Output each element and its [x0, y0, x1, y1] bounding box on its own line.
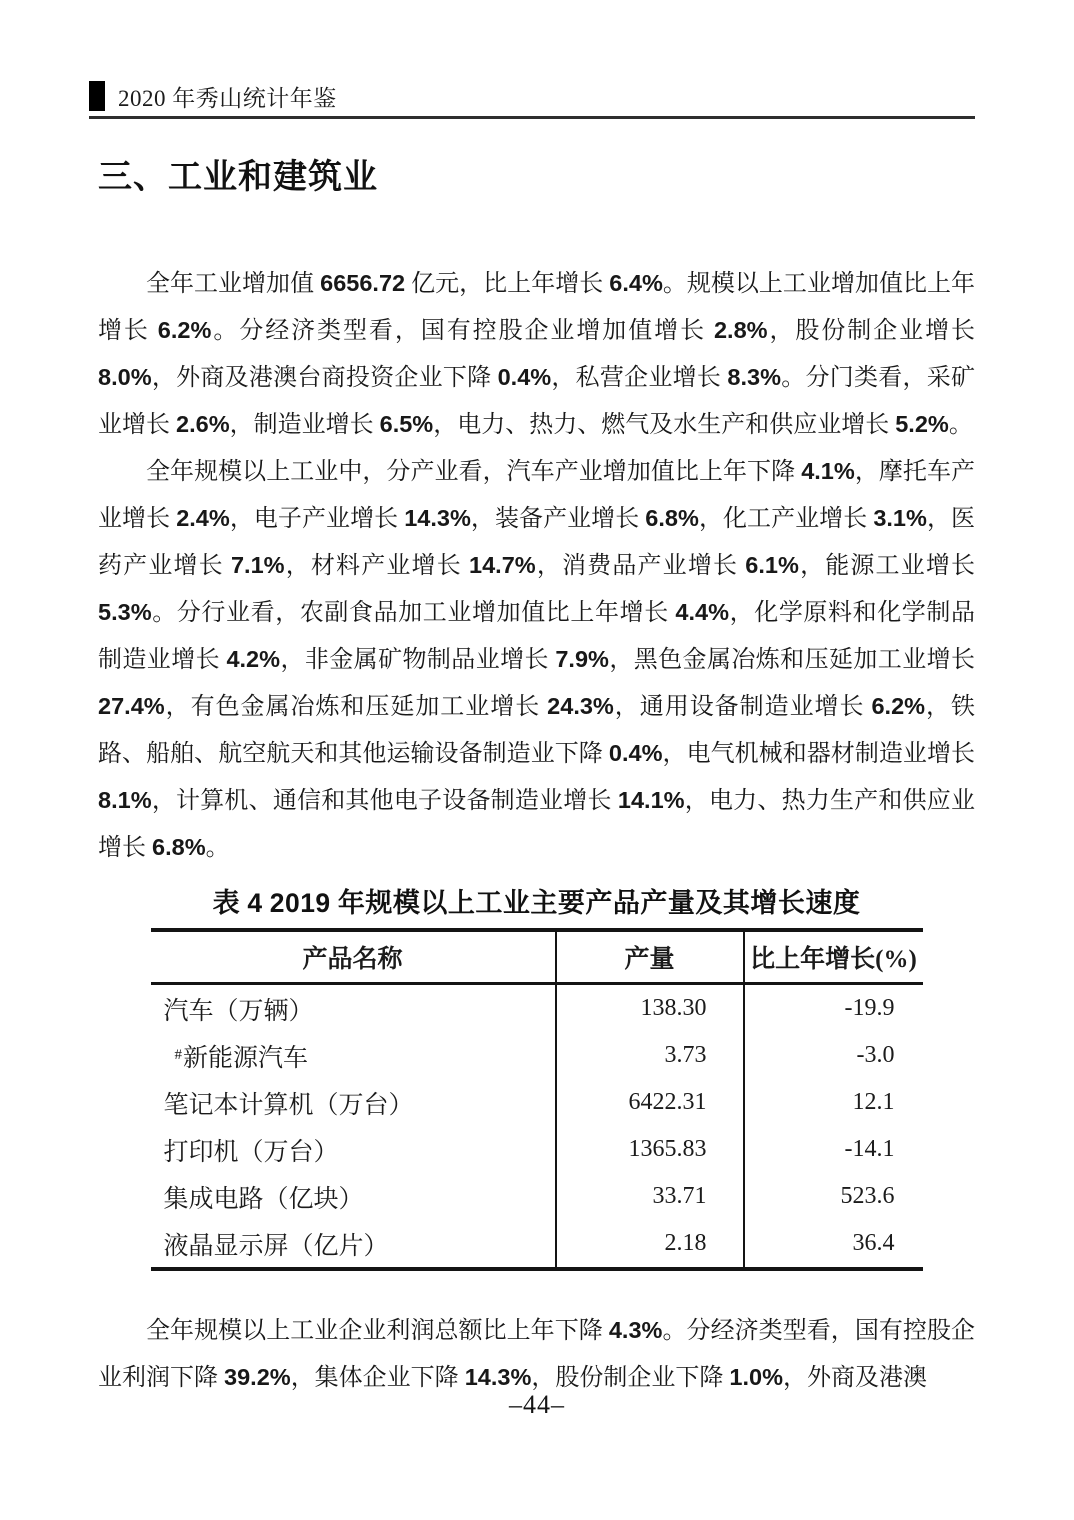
product-growth: 36.4 — [744, 1220, 923, 1269]
product-name — [151, 1032, 556, 1079]
product-output: 6422.31 — [556, 1079, 744, 1126]
product-growth: -3.0 — [744, 1032, 923, 1079]
table-row-laptops — [151, 1079, 923, 1126]
header-rule — [89, 116, 975, 119]
page-footer — [0, 1390, 1074, 1420]
table-row-new-energy-vehicles — [151, 1032, 923, 1079]
table-caption: 表 4 2019 年规模以上工业主要产品产量及其增长速度 — [212, 888, 861, 918]
table-row-lcd-screens — [151, 1220, 923, 1269]
product-name: 汽车（万辆） — [163, 997, 314, 1025]
table-header-row — [151, 930, 923, 984]
product-output: 1365.83 — [556, 1126, 744, 1173]
column-header-product-name: 产品名称 — [151, 930, 556, 984]
table-row-automobiles — [151, 984, 923, 1033]
product-growth: -19.9 — [744, 984, 923, 1033]
products-output-table — [151, 928, 923, 1271]
table-row-integrated-circuits — [151, 1173, 923, 1220]
header-square-marker — [89, 81, 105, 111]
table-row-printers — [151, 1126, 923, 1173]
product-output: 3.73 — [556, 1032, 744, 1079]
section-title: 三、工业和建筑业 — [98, 158, 378, 196]
product-growth: 12.1 — [744, 1079, 923, 1126]
product-name: 笔记本计算机（万台） — [163, 1091, 414, 1119]
page-number: –44– — [509, 1390, 565, 1419]
paragraph-industry-detail: 全年规模以上工业中，分产业看，汽车产业增加值比上年下降 4.1%，摩托车产业增长 2.4%，电子产业增长 14.3%，装备产业增长 6.8%，化工产业增长 3.1%，医药产业增长 7.1%，材料产业增长 14.7%，消费品产业增长 6.1%，能源工业增长 5.3%。分行业看，农副食品加工业增加值比上年增长 4.4%，化学原料和化学制品制造业增长 4.2%，非金属矿物制品业增长 7.9%，黑色金属冶炼和压延加工业增长 27.4%，有色金属冶炼和压延加工业增长 24.3%，通用设备制造业增长 6.2%，铁路、船舶、航空航天和其他运输设备制造业下降 0.4%，电气机械和器材制造业增长 8.1%，计算机、通信和其他电子设备制造业增长 14.1%，电力、热力生产和供应业增长 6.8%。 — [98, 458, 976, 861]
product-name-text: 新能源汽车 — [183, 1044, 309, 1072]
product-growth: -14.1 — [744, 1126, 923, 1173]
product-output: 138.30 — [556, 984, 744, 1033]
page-header — [89, 80, 975, 112]
yearbook-title: 2020 年秀山统计年鉴 — [118, 85, 337, 111]
product-output: 2.18 — [556, 1220, 744, 1269]
paragraph-industry-overview: 全年工业增加值 6656.72 亿元，比上年增长 6.4%。规模以上工业增加值比上年增长 6.2%。分经济类型看，国有控股企业增加值增长 2.8%，股份制企业增长 8.0%，外商及港澳台商投资企业下降 0.4%，私营企业增长 8.3%。分门类看，采矿业增长 2.6%，制造业增长 6.5%，电力、热力、燃气及水生产和供应业增长 5.2%。 — [98, 270, 976, 438]
paragraph-profit: 全年规模以上工业企业利润总额比上年下降 4.3%。分经济类型看，国有控股企业利润下降 39.2%，集体企业下降 14.3%，股份制企业下降 1.0%，外商及港澳 — [98, 1317, 976, 1391]
product-name: 液晶显示屏（亿片） — [163, 1232, 389, 1260]
column-header-output: 产量 — [556, 930, 744, 984]
product-name: 集成电路（亿块） — [163, 1185, 364, 1213]
column-header-growth: 比上年增长(%) — [744, 930, 923, 984]
subitem-hash-marker: # — [174, 1046, 182, 1063]
product-output: 33.71 — [556, 1173, 744, 1220]
product-growth: 523.6 — [744, 1173, 923, 1220]
product-name: 打印机（万台） — [163, 1138, 339, 1166]
